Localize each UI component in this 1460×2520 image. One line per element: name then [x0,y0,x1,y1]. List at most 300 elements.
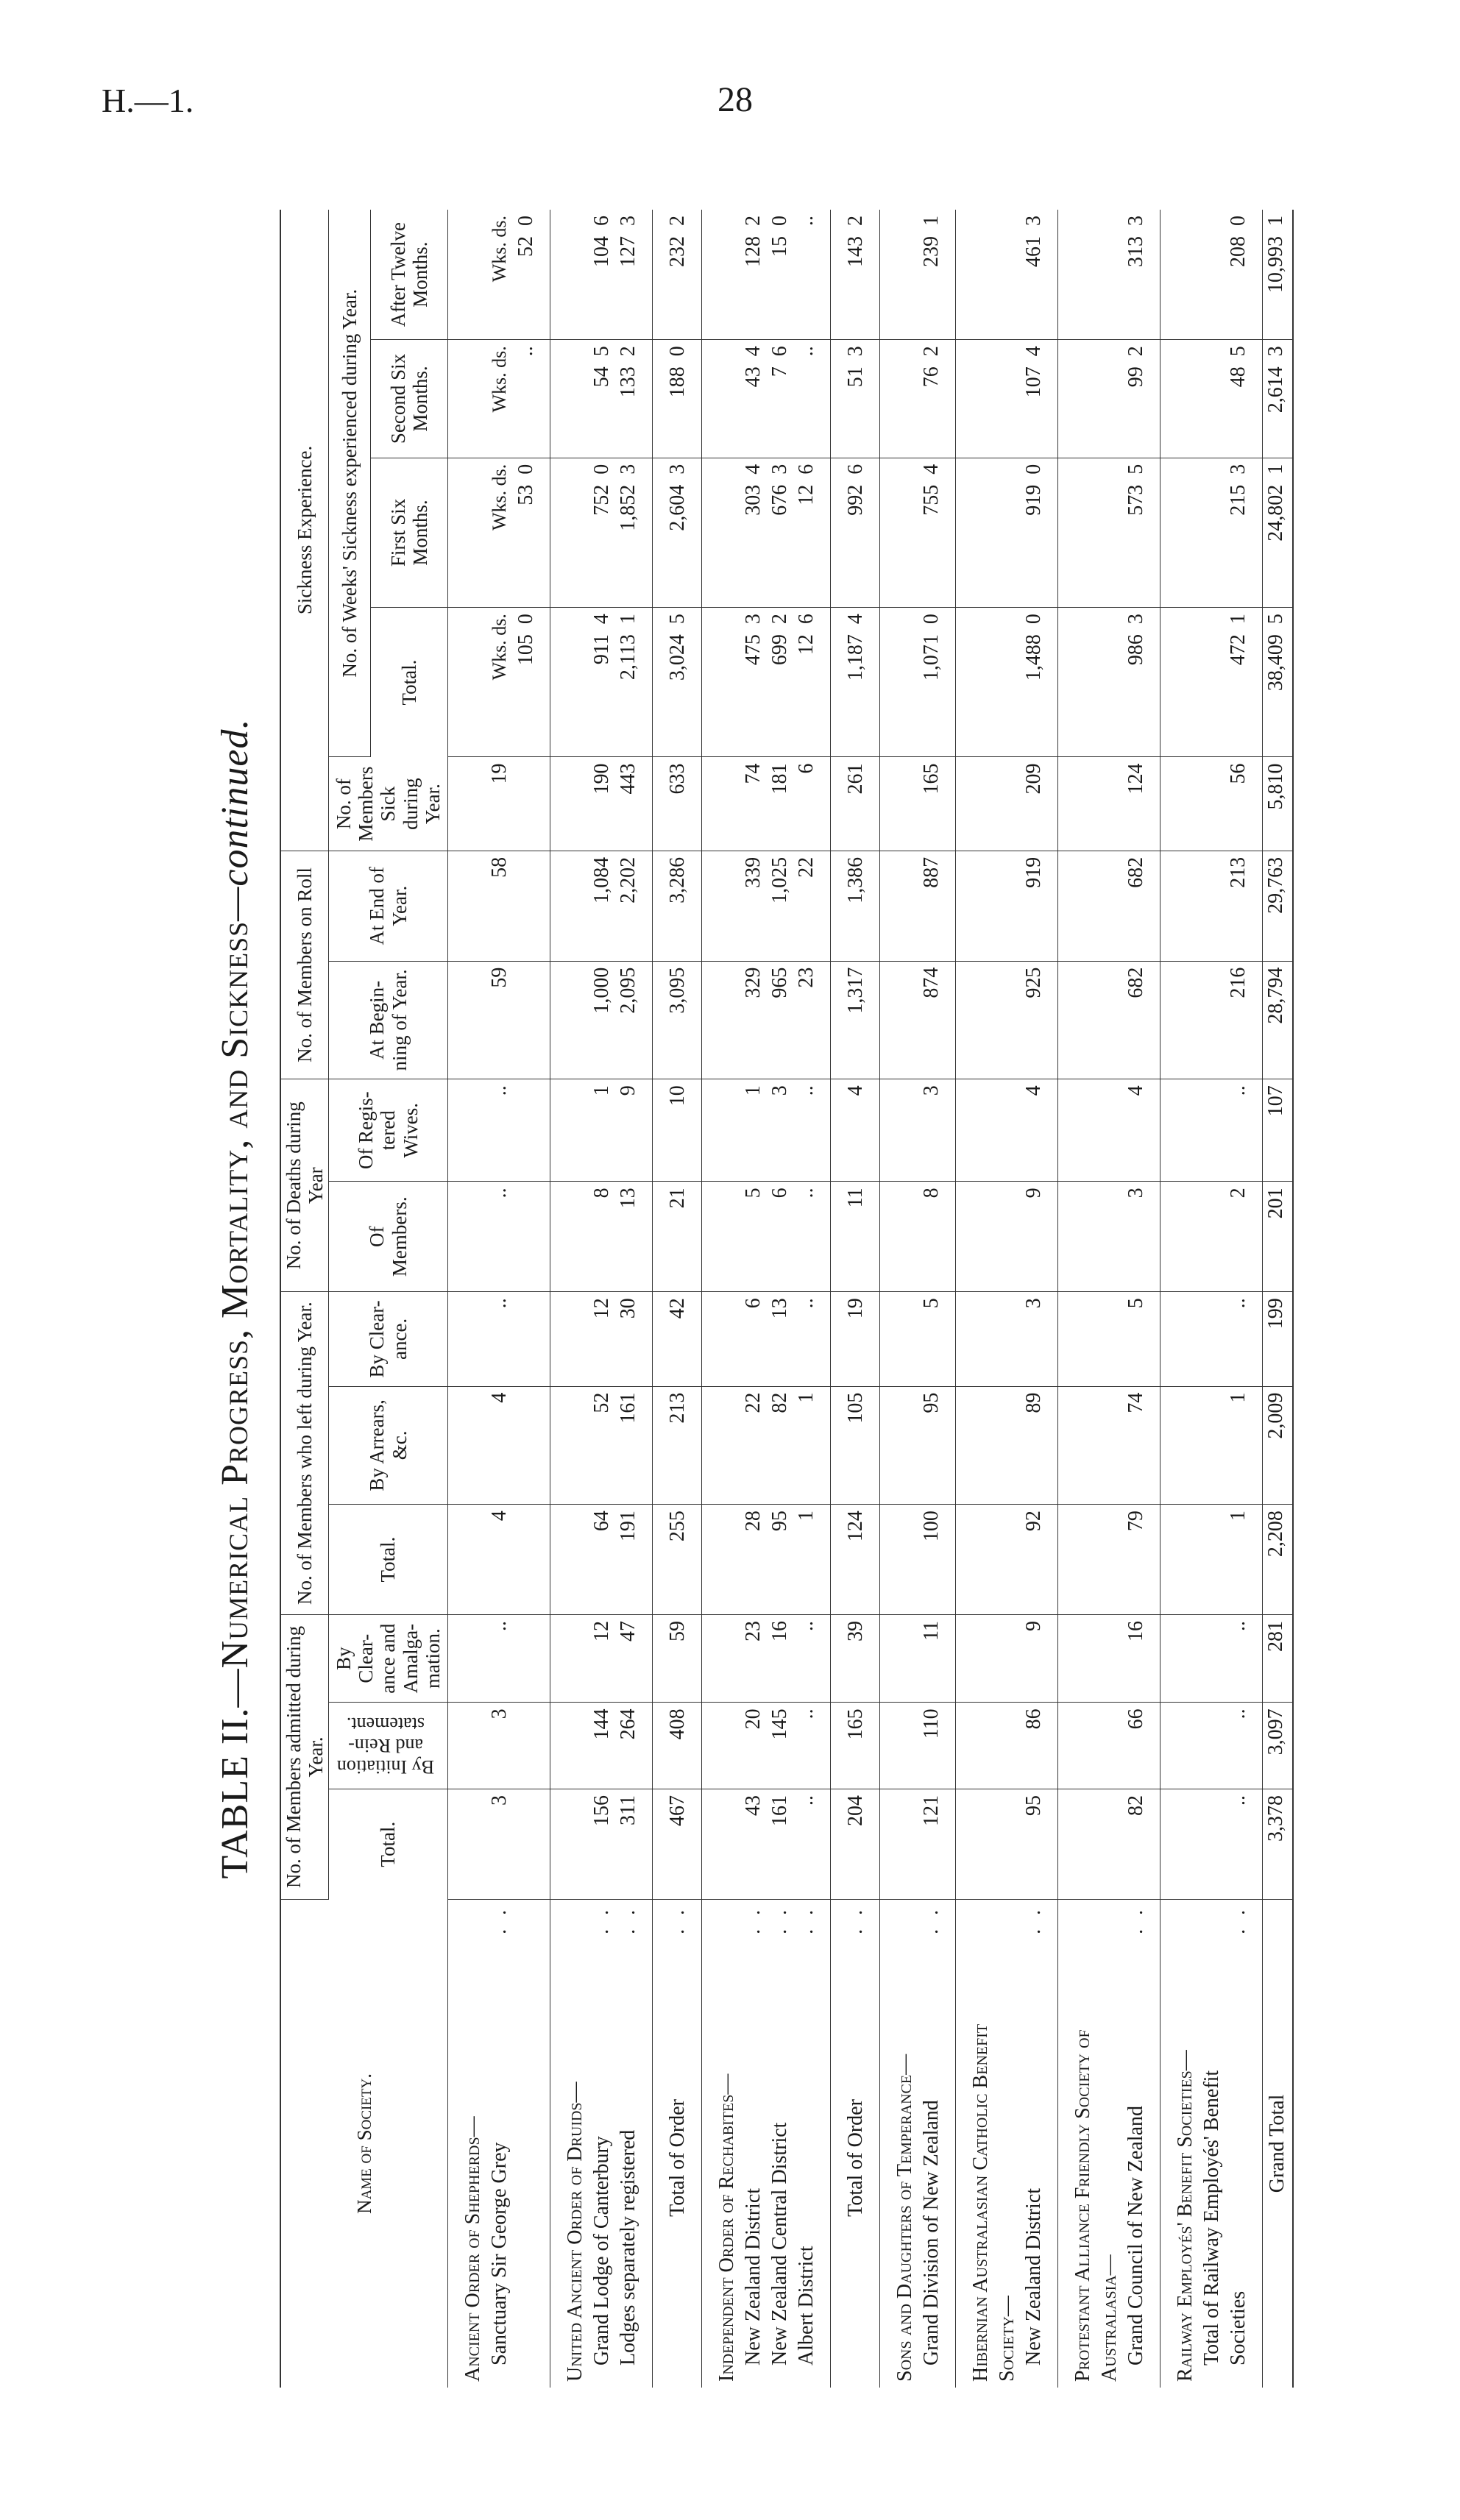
society-group [1160,210,1262,2388]
cell-value [460,857,486,955]
value-cell [879,961,955,1079]
cell-value: 48 5 [1226,346,1250,388]
cell-value: 7 6 [768,346,791,377]
cell-value: 2,604 3 [665,464,689,531]
value-cell [955,1182,1057,1292]
col-admitted-initiation [329,1703,447,1789]
grand-total-row [1262,210,1293,2388]
col-admitted-group: No. of Members admitted during Year. [280,1615,329,1900]
value-cell [447,961,550,1079]
cell-value [1199,1085,1225,1175]
cell-value: 1,000 [589,967,613,1014]
cell-value: 105 [843,1392,867,1424]
cell-value [1096,346,1123,452]
order-total-label [665,1906,691,2382]
cell-value [994,346,1021,452]
row-label-text: Total of Order [665,2099,689,2217]
cell-value: 161 [616,1392,639,1424]
value-cell [701,1505,830,1615]
row-label-text: Australasia— [1097,2254,1121,2382]
value-cell [1160,210,1262,340]
value-cell [1160,1615,1262,1703]
table-body [447,210,1293,2388]
value-cell [447,1505,550,1615]
cell-value [1199,1393,1225,1499]
cell-value: 1 [1226,1392,1250,1403]
row-label-text: New Zealand District [1021,2187,1045,2365]
cell-value: 3 [919,1085,943,1096]
cell-value [1070,1621,1096,1696]
cell-value [1070,614,1096,750]
cell-value [1199,763,1225,844]
col-admitted-total: Total. [329,1789,447,1900]
value-cell [830,1703,879,1789]
value-cell [652,1292,701,1386]
value-cell [447,851,550,961]
col-roll-begin: At Begin-ning of Year. [329,961,447,1079]
value-cell [1160,1703,1262,1789]
society-group [701,210,830,2388]
cell-value: 156 [589,1795,613,1827]
cell-value [562,216,589,333]
row-label-text: Lodges separately registered [616,2129,639,2365]
cell-value [968,763,994,844]
grand-total-value: 201 [1262,1182,1293,1292]
cell-value [968,968,994,1073]
value-cell [652,1182,701,1292]
cell-value [1070,1393,1096,1499]
grand-total-value: 2,009 [1262,1386,1293,1505]
cell-value: 232 2 [665,216,689,267]
cell-value: 4 [1021,1085,1045,1096]
value-cell [447,1079,550,1182]
grand-total-label-cell [1262,1899,1293,2388]
cell-value [562,1393,589,1499]
society-group [550,210,652,2388]
value-cell [447,1615,550,1703]
value-cell [1160,608,1262,757]
cell-value: 239 1 [919,216,943,267]
cell-value [460,346,486,452]
society-title [562,1906,589,2382]
society-title [460,1906,486,2382]
cell-value: 682 [1124,856,1147,888]
cell-value [892,346,918,452]
leader-dots: . . [589,1905,613,1934]
value-cell [879,1789,955,1900]
cell-value: 95 [1021,1795,1045,1817]
value-cell [830,1292,879,1386]
order-total-label [843,1906,869,2382]
value-cell [652,1386,701,1505]
cell-value [892,1708,918,1783]
cell-value [1070,346,1096,452]
cell-value [1199,1708,1225,1783]
value-cell [1057,851,1160,961]
cell-value: 39 [843,1621,867,1642]
row-label-text: Hibernian Australasian Catholic Benefit [968,2023,992,2382]
society-group [1057,210,1160,2388]
cell-value: .. [1226,1708,1250,1719]
leader-dots: . . [487,1905,511,1934]
value-cell [701,210,830,340]
value-cell [1057,1615,1160,1703]
cell-value [714,763,740,844]
value-cell [550,961,652,1079]
cell-value [968,614,994,750]
value-cell [879,458,955,607]
cell-value: 16 [1124,1621,1147,1642]
value-cell [1057,1505,1160,1615]
cell-value: 261 [843,763,867,795]
cell-value: 43 [741,1795,765,1817]
value-cell [830,340,879,458]
leader-dots: . . [1021,1905,1045,1934]
value-cell [701,1386,830,1505]
leader-dots: . . [794,1905,818,1934]
cell-value: 42 [665,1298,689,1319]
cell-value [460,464,486,601]
value-cell [447,1386,550,1505]
cell-value [1070,1795,1096,1893]
cell-value [892,763,918,844]
cell-value [968,1393,994,1499]
cell-value [460,1188,486,1285]
society-title [1172,1906,1199,2382]
value-cell [550,1386,652,1505]
value-cell [955,340,1057,458]
cell-value: 467 [665,1795,689,1827]
cell-value: 3 [487,1708,511,1719]
cell-value [968,1621,994,1696]
cell-value: 52 0 [514,216,537,257]
cell-value [1199,464,1225,601]
row-label-text: Society— [995,2296,1018,2382]
cell-value: 124 [1124,763,1147,795]
cell-value: 28 [741,1511,765,1532]
cell-value: 64 [589,1511,613,1532]
value-cell [447,1789,550,1900]
cell-value [892,216,918,333]
cell-value [1096,216,1123,333]
cell-value: 633 [665,763,689,795]
cell-value [460,216,486,333]
cell-value: 3,095 [665,967,689,1014]
leader-dots: . . [919,1905,943,1934]
leader-dots: . . [768,1905,791,1934]
cell-value: 255 [665,1511,689,1542]
cell-value: 919 0 [1021,464,1045,516]
cell-value [1172,464,1199,601]
value-cell [652,851,701,961]
cell-value: 100 [919,1511,943,1542]
row-label-text: Total of Railway Employés' Benefit [1199,2070,1223,2365]
cell-value: 5 [919,1298,943,1309]
value-cell [955,1703,1057,1789]
cell-value: .. [794,1085,818,1096]
cell-value [460,614,486,750]
cell-value: 21 [665,1188,689,1209]
branch-label [740,1906,767,2382]
value-cell [652,961,701,1079]
cell-value [1070,464,1096,601]
cell-value [714,1621,740,1696]
cell-value: .. [1226,1795,1250,1806]
cell-value [892,1795,918,1893]
cell-value [1172,614,1199,750]
cell-value [994,1621,1021,1696]
value-cell [447,458,550,607]
cell-value: 1 [741,1085,765,1096]
value-cell [1160,1182,1262,1292]
value-cell [701,340,830,458]
cell-value: 3,286 [665,856,689,904]
cell-value [460,1795,486,1893]
cell-value [1070,216,1096,333]
value-cell [955,1789,1057,1900]
cell-value: .. [794,1795,818,1806]
value-cell [879,1615,955,1703]
cell-value [714,1708,740,1783]
cell-value: .. [1226,1298,1250,1309]
cell-value: .. [487,1188,511,1199]
cell-value [460,1085,486,1175]
cell-value: 6 [794,763,818,774]
cell-value: .. [794,1621,818,1632]
value-cell [701,1079,830,1182]
cell-value: 1,488 0 [1021,614,1045,681]
cell-value [994,1085,1021,1175]
caption-title: Numerical Progress, Mortality, and Sickness [214,920,256,1669]
col-sick-members: No. of Members Sick during Year. [329,757,447,851]
cell-value: 1,852 3 [616,464,639,531]
cell-value [1096,1621,1123,1696]
branch-label [1123,1906,1149,2382]
cell-value [968,1511,994,1608]
value-cell [1160,1505,1262,1615]
cell-value [1199,1621,1225,1696]
value-cell [955,1505,1057,1615]
cell-value: 161 [768,1795,791,1827]
cell-value [562,1085,589,1175]
value-cell [955,757,1057,851]
cell-value [714,1085,740,1175]
value-cell [550,1789,652,1900]
cell-value [1172,1393,1199,1499]
rotated-table-block [213,210,1406,2388]
value-cell [879,1703,955,1789]
unit-label: Wks. ds. [488,464,510,531]
col-left-group: No. of Members who left during Year. [280,1292,329,1615]
value-cell [701,458,830,607]
col-weeks-first: First Six Months. [370,458,447,607]
col-name-header: Name of Society. [280,1899,447,2388]
cell-value [562,1188,589,1285]
branch-label [1225,1906,1252,2382]
cell-value: 682 [1124,967,1147,998]
cell-value: 56 [1226,763,1250,784]
cell-value [714,1795,740,1893]
cell-value [968,346,994,452]
value-cell [830,1386,879,1505]
cell-value: 15 0 [768,216,791,257]
cell-value: 92 [1021,1511,1045,1532]
cell-value [714,857,740,955]
value-cell [879,210,955,340]
cell-value [892,1188,918,1285]
row-label-text: Total of Order [843,2099,867,2217]
branch-label [615,1906,642,2382]
value-cell [550,1182,652,1292]
cell-value [994,216,1021,333]
cell-value: 472 1 [1226,614,1250,666]
value-cell [652,1615,701,1703]
cell-value [994,1708,1021,1783]
cell-value: 22 [794,856,818,878]
cell-value [460,1708,486,1783]
value-cell [701,851,830,961]
society-title [892,1906,918,2382]
cell-value: 95 [919,1392,943,1413]
value-cell [879,1182,955,1292]
cell-value [892,1298,918,1380]
cell-value [1070,1708,1096,1783]
cell-value [1199,1795,1225,1893]
leader-dots: . . [1226,1905,1250,1934]
unit-label: Wks. ds. [488,216,510,283]
cell-value: 8 [919,1188,943,1199]
branch-label [1199,1906,1225,2382]
cell-value: 1 [794,1392,818,1403]
grand-total-value: 281 [1262,1615,1293,1703]
grand-total-value: 29,763 [1262,851,1293,961]
society-title [968,1906,994,2382]
cell-value: 16 [768,1621,791,1642]
cell-value [1096,1188,1123,1285]
cell-value [892,857,918,955]
value-cell [879,1079,955,1182]
cell-value [714,614,740,750]
cell-value [1096,968,1123,1073]
page-code: H.—1. [102,82,194,119]
cell-value: 144 [589,1708,613,1740]
leader-dots: . . [741,1905,765,1934]
cell-value: 23 [794,967,818,988]
cell-value: 3 [487,1795,511,1806]
value-cell [652,1079,701,1182]
value-cell [701,961,830,1079]
society-group [879,210,955,2388]
cell-value [994,1393,1021,1499]
cell-value: 53 0 [514,464,537,505]
grand-total-value: 24,802 1 [1262,458,1293,607]
col-admitted-clearance: By Clear-ance and Amalga-mation. [329,1615,447,1703]
cell-value [714,1298,740,1380]
value-cell [830,1789,879,1900]
cell-value [968,1188,994,1285]
cell-value [1172,1188,1199,1285]
value-cell [550,1615,652,1703]
row-label-text: Grand Lodge of Canterbury [589,2136,613,2365]
row-label-text: United Ancient Order of Druids— [563,2081,587,2382]
cell-value: 99 2 [1124,346,1147,388]
cell-value [1070,968,1096,1073]
cell-value [1199,1188,1225,1285]
value-cell [652,210,701,340]
cell-value [994,857,1021,955]
cell-value [1172,1298,1199,1380]
cell-value [994,614,1021,750]
cell-value: 107 4 [1021,346,1045,398]
cell-value [994,763,1021,844]
cell-value [1199,968,1225,1073]
cell-value [1172,1085,1199,1175]
cell-value: 986 3 [1124,614,1147,666]
value-cell [1160,1292,1262,1386]
row-label-text: Societies [1226,2290,1250,2365]
cell-value [892,1085,918,1175]
value-cell [1057,1079,1160,1182]
row-label-text: Grand Council of New Zealand [1124,2106,1147,2365]
society-group [955,210,1057,2388]
cell-value [1199,857,1225,955]
cell-value: 475 3 [741,614,765,666]
cell-value: 339 [741,856,765,888]
cell-value: 104 6 [589,216,613,267]
cell-value: 3 [1021,1298,1045,1309]
cell-value: 919 [1021,856,1045,888]
value-cell [701,1182,830,1292]
cell-value [714,1188,740,1285]
cell-value: 2 [1226,1188,1250,1199]
value-cell [1160,757,1262,851]
cell-value [1070,1298,1096,1380]
cell-value: 82 [768,1392,791,1413]
value-cell [701,1789,830,1900]
grand-total-value: 107 [1262,1079,1293,1182]
value-cell [955,1386,1057,1505]
cell-value [1070,1188,1096,1285]
cell-value: 76 2 [919,346,943,388]
cell-value [1199,614,1225,750]
cell-value [562,857,589,955]
cell-value: 925 [1021,967,1045,998]
cell-value: 105 0 [514,614,537,666]
row-label-text: Ancient Order of Shepherds— [461,2116,484,2382]
cell-value: 1 [589,1085,613,1096]
value-cell [447,608,550,757]
cell-value: 66 [1124,1708,1147,1730]
cell-value: 204 [843,1795,867,1827]
cell-value [562,1795,589,1893]
cell-value: 12 [589,1621,613,1642]
cell-value: 191 [616,1511,639,1542]
cell-value: 1,187 4 [843,614,867,681]
cell-value [892,614,918,750]
value-cell [1057,1182,1160,1292]
cell-value: 3 [768,1085,791,1096]
value-cell [550,458,652,607]
cell-value: 143 2 [843,216,867,267]
value-cell [447,757,550,851]
cell-value: 209 [1021,763,1045,795]
value-cell [1057,1703,1160,1789]
value-cell [447,1182,550,1292]
col-weeks-total: Total. [370,608,447,757]
cell-value: 20 [741,1708,765,1730]
cell-value: 573 5 [1124,464,1147,516]
branch-label [1021,1906,1047,2382]
